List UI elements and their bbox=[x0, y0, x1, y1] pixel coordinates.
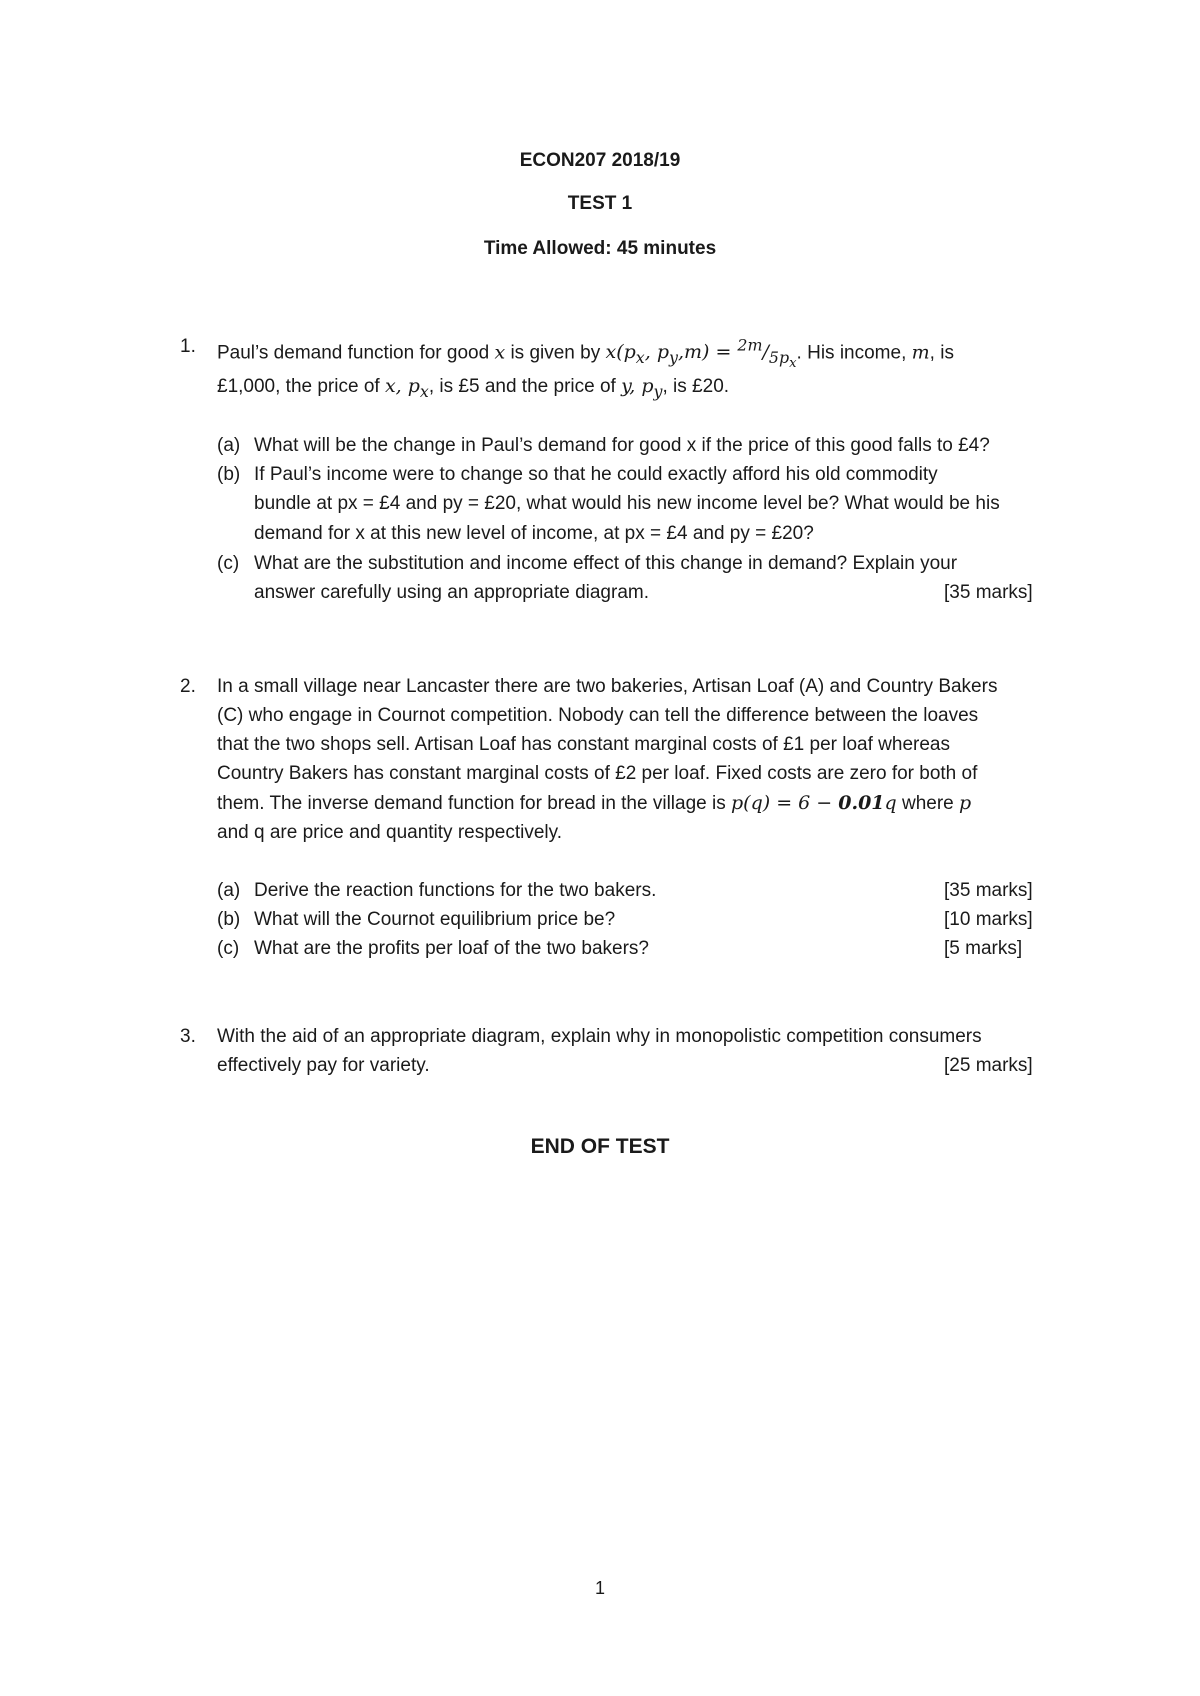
math-x-px: x, $p_x$ bbox=[384, 375, 429, 401]
question-2-line-3: that the two shops sell. Artisan Loaf has constant marginal costs of £1 per loaf whereas bbox=[217, 734, 950, 755]
question-1-line-1: Paul’s demand function for good x is given by $x(p_x$, $p_y,m) = ^{2m}/_{5p_x}$. His income, m, is bbox=[217, 336, 954, 372]
question-1a-label: (a) bbox=[217, 435, 241, 456]
math-m: m bbox=[911, 341, 930, 364]
question-1c-line-2: answer carefully using an appropriate diagram. bbox=[254, 582, 649, 603]
math-demand-function: $x(p_x$, $p_y,m) = ^{2m}/_{5p_x}$ bbox=[605, 336, 797, 372]
question-3-line-2: effectively pay for variety. bbox=[217, 1055, 430, 1076]
question-1-line-2: £1,000, the price of x, $p_x$, is £5 and the price of y, $p_y$, is £20. bbox=[217, 375, 730, 401]
question-1-number: 1. bbox=[180, 336, 196, 357]
question-3-number: 3. bbox=[180, 1026, 196, 1047]
page-number: 1 bbox=[594, 1578, 605, 1598]
question-1-marks: [35 marks] bbox=[944, 582, 1033, 603]
question-1b-label: (b) bbox=[217, 464, 241, 485]
question-2b-text: What will the Cournot equilibrium price be? bbox=[254, 909, 616, 930]
question-2a-label: (a) bbox=[217, 880, 241, 901]
question-1c-label: (c) bbox=[217, 553, 240, 574]
math-x: x bbox=[494, 341, 506, 364]
end-of-test: END OF TEST bbox=[530, 1135, 670, 1158]
question-2-line-6: and q are price and quantity respectively. bbox=[217, 822, 563, 843]
math-p: p bbox=[959, 792, 972, 814]
question-3-marks: [25 marks] bbox=[944, 1055, 1033, 1076]
question-2b-marks: [10 marks] bbox=[944, 909, 1033, 930]
question-2-number: 2. bbox=[180, 676, 196, 697]
question-1b-line-2: bundle at px = £4 and py = £20, what would his new income level be? What would be his bbox=[254, 493, 1000, 514]
question-2a-text: Derive the reaction functions for the two bakers. bbox=[254, 880, 657, 901]
time-allowed: Time Allowed: 45 minutes bbox=[483, 238, 717, 259]
question-3-line-1: With the aid of an appropriate diagram, explain why in monopolistic competition consumers bbox=[217, 1026, 982, 1047]
question-1a-text: What will be the change in Paul’s demand for good x if the price of this good falls to £4? bbox=[254, 435, 990, 456]
question-2-line-1: In a small village near Lancaster there are two bakeries, Artisan Loaf (A) and Country Bakers bbox=[217, 676, 998, 697]
question-2-line-2: (C) who engage in Cournot competition. Nobody can tell the difference between the loaves bbox=[217, 705, 979, 726]
test-title: TEST 1 bbox=[567, 193, 633, 214]
course-title: ECON207 2018/19 bbox=[519, 150, 681, 171]
math-y-py: y, $p_y$ bbox=[621, 375, 663, 401]
math-inverse-demand: p(q) = 6 − 0.01q bbox=[731, 792, 897, 814]
question-1b-line-3: demand for x at this new level of income, at px = £4 and py = £20? bbox=[254, 523, 814, 544]
question-2b-label: (b) bbox=[217, 909, 241, 930]
question-1c-line-1: What are the substitution and income effect of this change in demand? Explain your bbox=[254, 553, 958, 574]
question-2c-text: What are the profits per loaf of the two bakers? bbox=[254, 938, 649, 959]
question-2c-marks: [5 marks] bbox=[944, 938, 1023, 959]
question-2a-marks: [35 marks] bbox=[944, 880, 1033, 901]
question-1b-line-1: If Paul’s income were to change so that he could exactly afford his old commodity bbox=[254, 464, 938, 485]
question-2-line-4: Country Bakers has constant marginal costs of £2 per loaf. Fixed costs are zero for both of bbox=[217, 763, 978, 784]
question-2c-label: (c) bbox=[217, 938, 240, 959]
question-2-line-5: them. The inverse demand function for bread in the village is p(q) = 6 − 0.01q where p bbox=[217, 792, 972, 814]
